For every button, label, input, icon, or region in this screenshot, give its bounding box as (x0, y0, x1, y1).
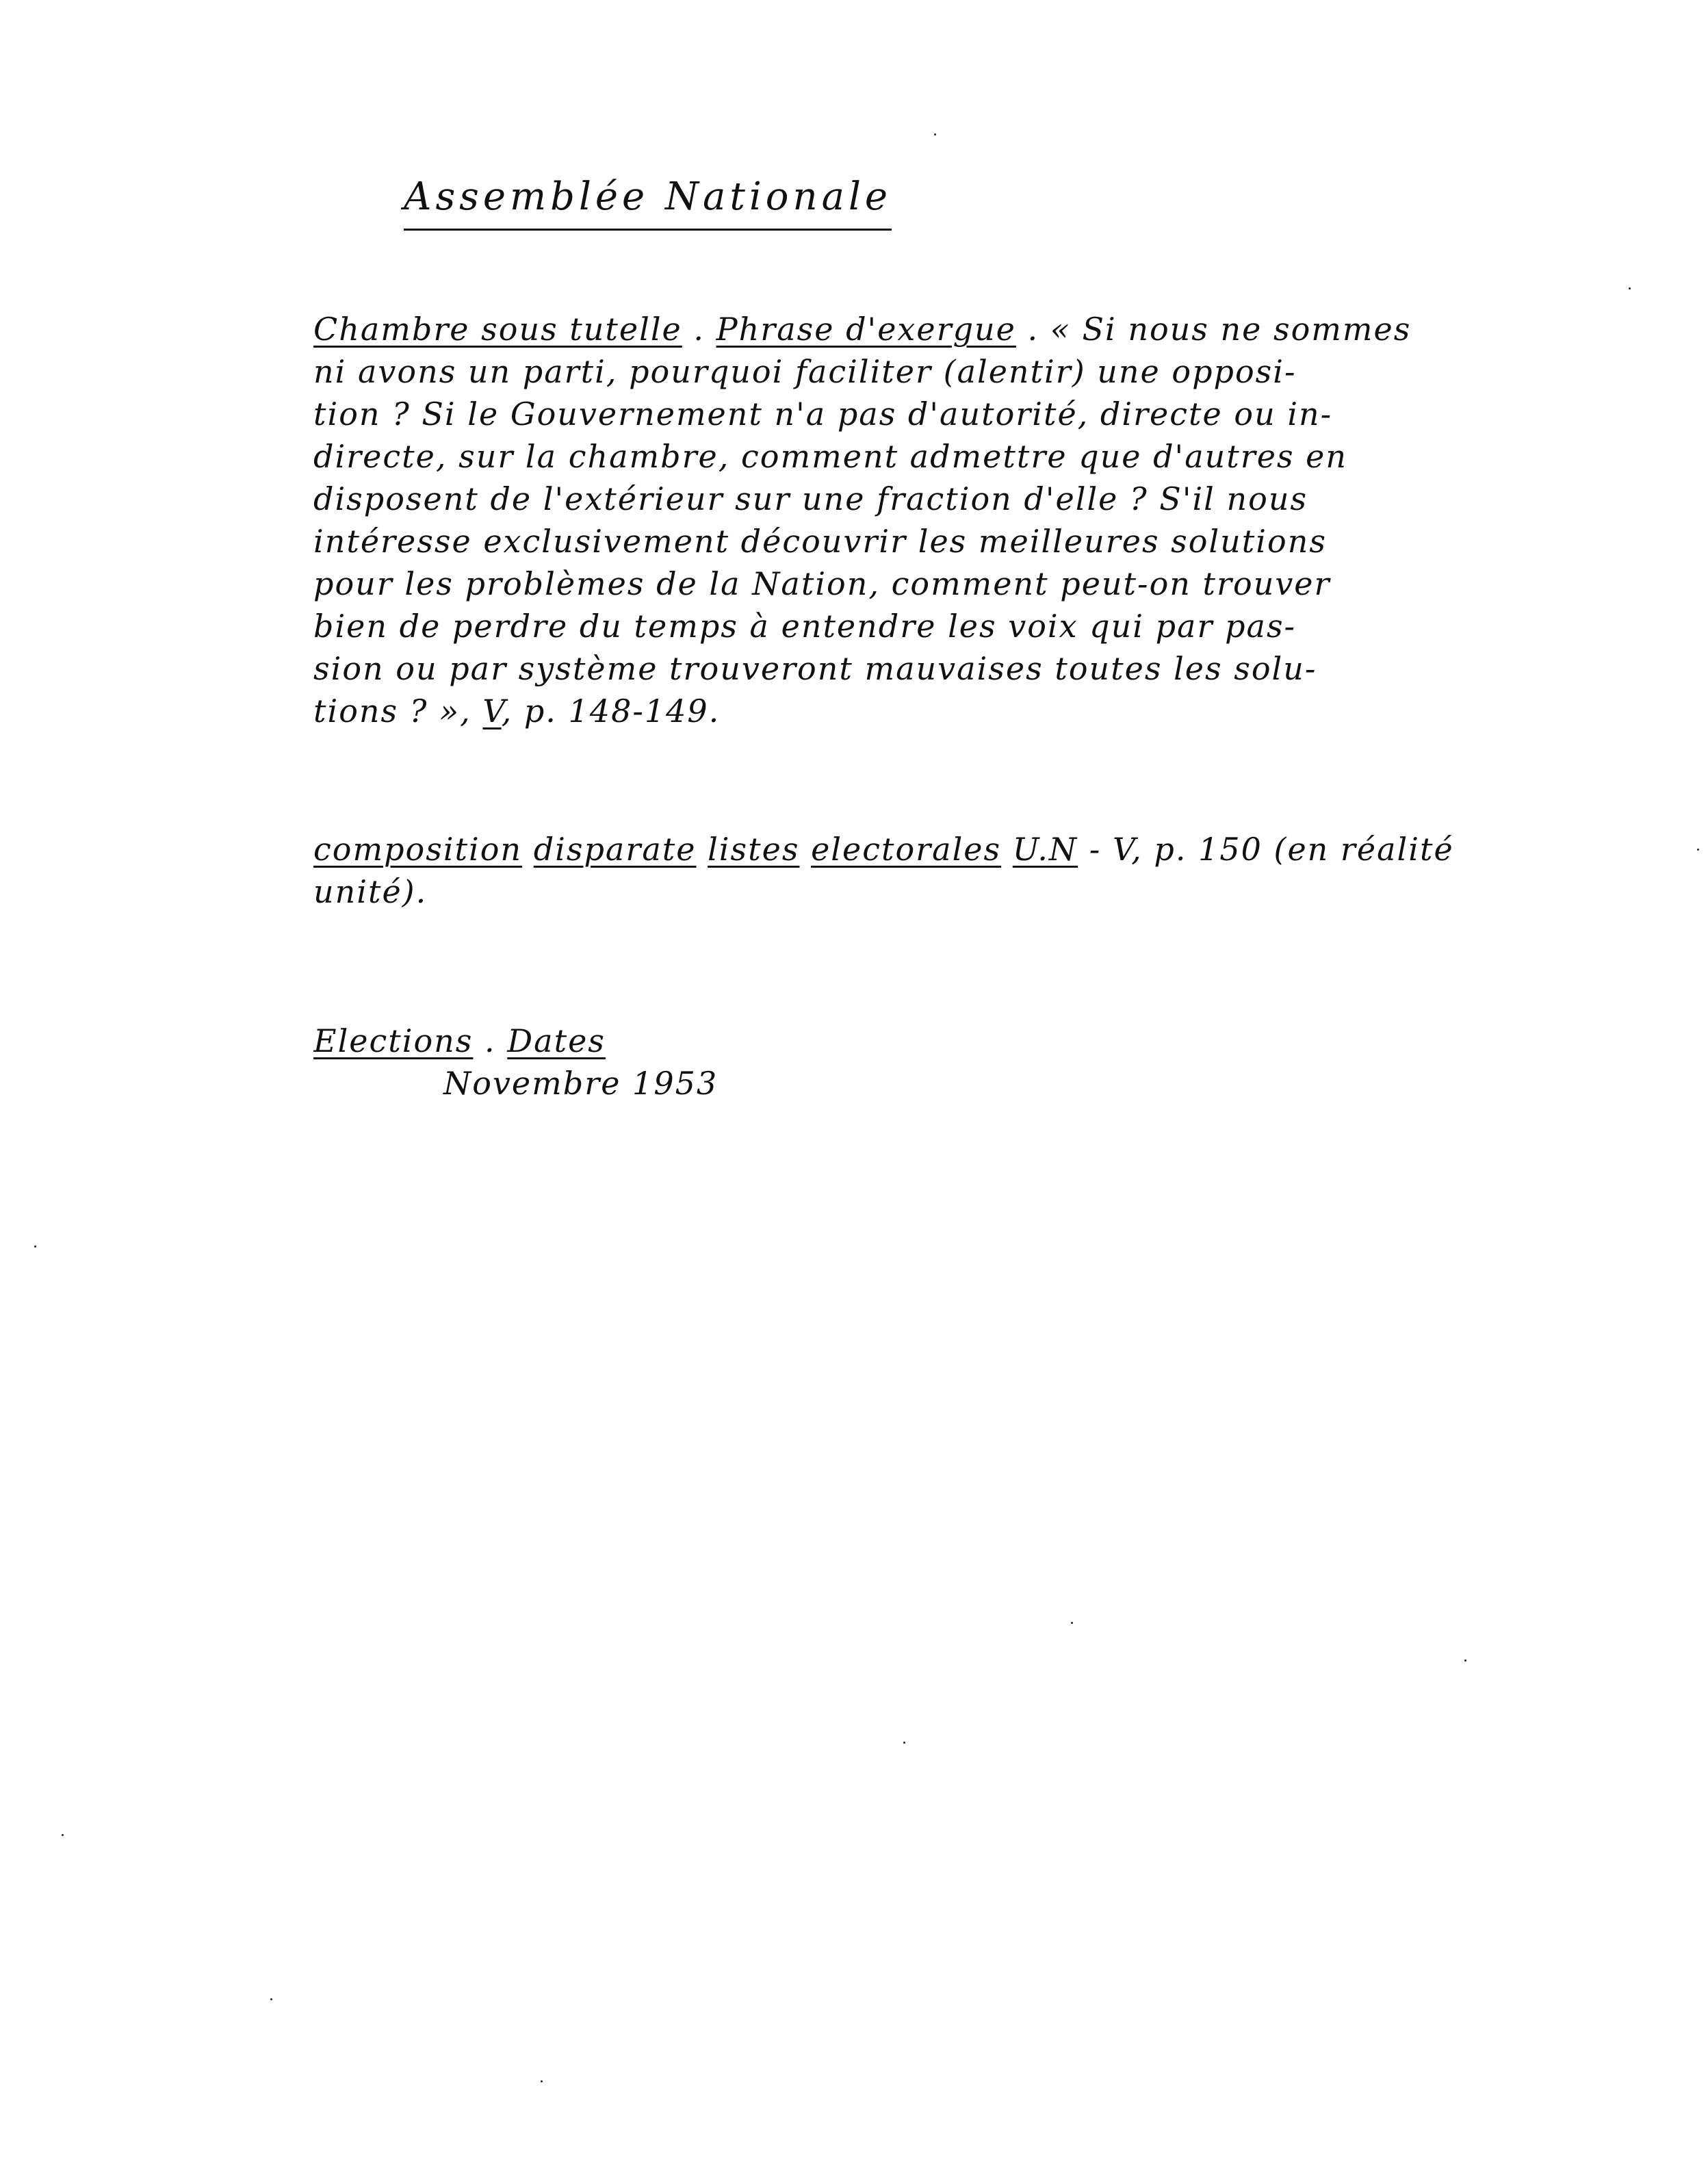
text-fragment: - V, p. 150 (en réalité (1089, 831, 1454, 868)
text-fragment: tions ? », (313, 693, 471, 729)
scan-speck (934, 133, 936, 135)
text-line: tion ? Si le Gouvernement n'a pas d'autorité, directe ou in- (313, 396, 1333, 432)
paragraph-chambre-sous-tutelle (313, 308, 1655, 732)
text-line: intéresse exclusivement découvrir les meilleures solutions (313, 523, 1327, 560)
scan-speck (541, 2080, 543, 2082)
section-subheading: Phrase d'exergue (716, 311, 1016, 348)
date-line: Novembre 1953 (443, 1065, 719, 1102)
underlined-word: composition (313, 831, 523, 868)
text-line: disposent de l'extérieur sur une fraction d'elle ? S'il nous (313, 480, 1308, 517)
text-fragment: . « Si nous ne sommes (1027, 311, 1412, 348)
scan-speck (1071, 1622, 1073, 1624)
reference-pages: , p. 148-149. (501, 693, 721, 729)
text-line (313, 828, 1655, 870)
paragraph-elections (313, 1020, 1655, 1105)
paragraph-composition (313, 828, 1655, 913)
text-line: directe, sur la chambre, comment admettre que d'autres en (313, 438, 1348, 475)
scan-speck (270, 1998, 272, 2000)
page-title: Assemblée Nationale (404, 175, 892, 231)
scan-speck (1697, 849, 1699, 851)
underlined-word: U.N (1012, 831, 1078, 868)
underlined-word: listes (708, 831, 800, 868)
underlined-word: electorales (811, 831, 1002, 868)
section-heading: Elections (313, 1022, 474, 1059)
text-line: pour les problèmes de la Nation, comment peut-on trouver (313, 565, 1331, 602)
text-line: unité). (313, 873, 428, 910)
underlined-word: disparate (533, 831, 697, 868)
scan-speck (34, 1245, 36, 1248)
text-line: sion ou par système trouveront mauvaises toutes les solu- (313, 650, 1317, 687)
text-line: Elections . Dates (313, 1022, 606, 1059)
reference-volume: V (482, 693, 502, 729)
scan-speck (903, 1742, 905, 1744)
section-heading: Dates (507, 1022, 606, 1059)
scan-speck (1629, 287, 1631, 289)
section-heading: Chambre sous tutelle (313, 311, 682, 348)
text-line: Chambre sous tutelle . Phrase d'exergue . « Si nous ne sommes (313, 311, 1412, 348)
scan-speck (62, 1834, 64, 1836)
text-line (313, 690, 1655, 732)
text-line: ni avons un parti, pourquoi faciliter (alentir) une opposi- (313, 353, 1297, 390)
scan-speck (1464, 1659, 1466, 1662)
text-line: bien de perdre du temps à entendre les voix qui par pas- (313, 608, 1297, 645)
